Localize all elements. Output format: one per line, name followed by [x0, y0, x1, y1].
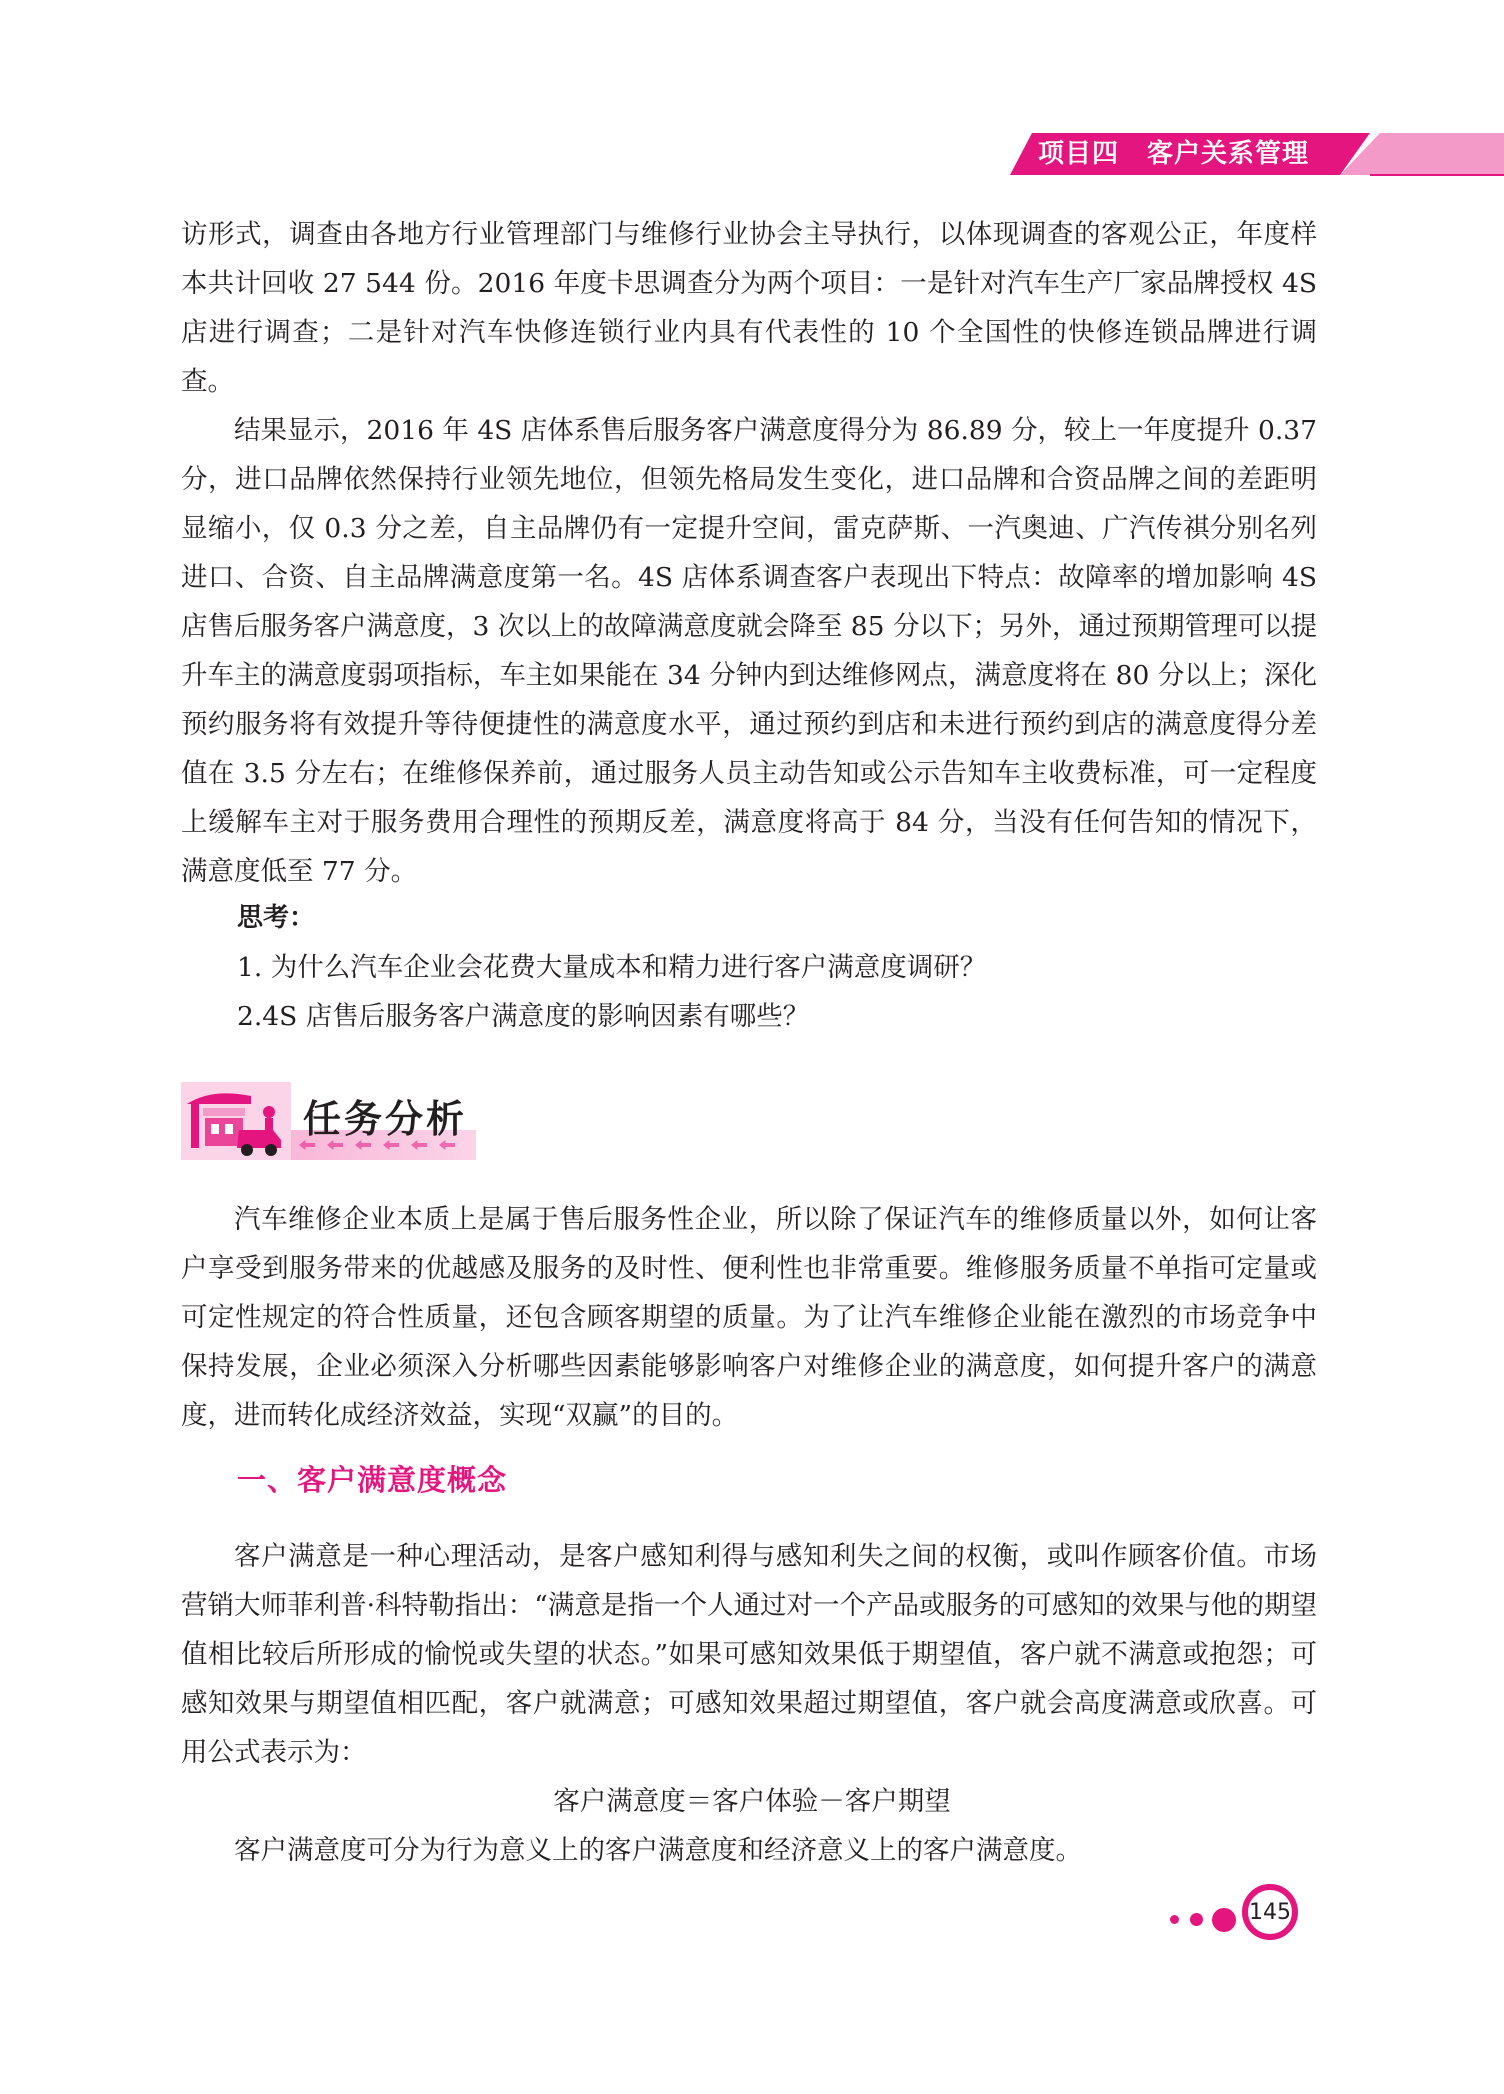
paragraph: 客户满意度可分为行为意义上的客户满意度和经济意义上的客户满意度。 [234, 1835, 1082, 1866]
header-project: 项目四 [1038, 139, 1120, 169]
body-text-block-2 [181, 1195, 1317, 1440]
arrow-decoration [439, 1140, 455, 1150]
header-chapter: 客户关系管理 [1147, 139, 1310, 169]
question-item: 2.4S 店售后服务客户满意度的影响因素有哪些？ [237, 1001, 810, 1032]
banner-arrows [299, 1140, 455, 1152]
arrow-decoration [411, 1140, 427, 1150]
formula: 客户满意度＝客户体验－客户期望 [553, 1786, 951, 1817]
dot-decoration [1170, 1915, 1179, 1924]
paragraph: 汽车维修企业本质上是属于售后服务性企业，所以除了保证汽车的维修质量以外，如何让客户享受到服务带来的优越感及服务的及时性、便利性也非常重要。维修服务质量不单指可定量或可定性规定的符合性质量，还包含顾客期望的质量。为了让汽车维修企业能在激烈的市场竞争中保持发展，企业必须深入分析哪些因素能够影响客户对维修企业的满意度，如何提升客户的满意度，进而转化成经济效益，实现“双赢”的目的。 [181, 1204, 1317, 1431]
paragraph: 访形式，调查由各地方行业管理部门与维修行业协会主导执行，以体现调查的客观公正，年度样本共计回收 27 544 份。2016 年度卡思调查分为两个项目：一是针对汽车生产厂家品牌授权 4S 店进行调查；二是针对汽车快修连锁行业内具有代表性的 10 个全国性的快修连锁品牌进行调查。 [181, 219, 1317, 397]
dot-decoration [1212, 1908, 1236, 1932]
section-banner [181, 1082, 476, 1160]
arrow-decoration [383, 1140, 399, 1150]
question-item: 1. 为什么汽车企业会花费大量成本和精力进行客户满意度调研？ [237, 952, 987, 983]
service-station-icon [181, 1082, 291, 1160]
page-number-badge [1170, 1884, 1320, 1954]
body-text-block-4 [181, 1826, 1317, 1875]
arrow-decoration [299, 1140, 315, 1150]
subheading: 一、客户满意度概念 [237, 1463, 508, 1497]
chapter-header [1010, 133, 1504, 175]
body-text-block-3 [181, 1532, 1317, 1777]
page-number: 145 [1242, 1884, 1298, 1940]
header-rule [1370, 174, 1504, 176]
arrow-decoration [327, 1140, 343, 1150]
header-title [1038, 136, 1309, 172]
dot-decoration [1190, 1913, 1203, 1926]
arrow-decoration [355, 1140, 371, 1150]
think-questions [237, 943, 986, 1041]
paragraph: 客户满意是一种心理活动，是客户感知利得与感知利失之间的权衡，或叫作顾客价值。市场营销大师菲利普·科特勒指出：“满意是指一个人通过对一个产品或服务的可感知的效果与他的期望值相比较后所形成的愉悦或失望的状态。”如果可感知效果低于期望值，客户就不满意或抱怨；可感知效果与期望值相匹配，客户就满意；可感知效果超过期望值，客户就会高度满意或欣喜。可用公式表示为： [181, 1541, 1317, 1768]
think-label: 思考： [237, 903, 316, 933]
body-text-block-1 [181, 210, 1317, 896]
section-title: 任务分析 [303, 1097, 468, 1141]
paragraph: 结果显示，2016 年 4S 店体系售后服务客户满意度得分为 86.89 分，较上一年度提升 0.37 分，进口品牌依然保持行业领先地位，但领先格局发生变化，进口品牌和合资品牌之间的差距明显缩小，仅 0.3 分之差，自主品牌仍有一定提升空间，雷克萨斯、一汽奥迪、广汽传祺分别名列进口、合资、自主品牌满意度第一名。4S 店体系调查客户表现出下特点：故障率的增加影响 4S 店售后服务客户满意度，3 次以上的故障满意度就会降至 85 分以下；另外，通过预期管理可以提升车主的满意度弱项指标，车主如果能在 34 分钟内到达维修网点，满意度将在 80 分以上；深化预约服务将有效提升等待便捷性的满意度水平，通过预约到店和未进行预约到店的满意度得分差值在 3.5 分左右；在维修保养前，通过服务人员主动告知或公示告知车主收费标准，可一定程度上缓解车主对于服务费用合理性的预期反差，满意度将高于 84 分，当没有任何告知的情况下，满意度低至 77 分。 [181, 415, 1317, 887]
